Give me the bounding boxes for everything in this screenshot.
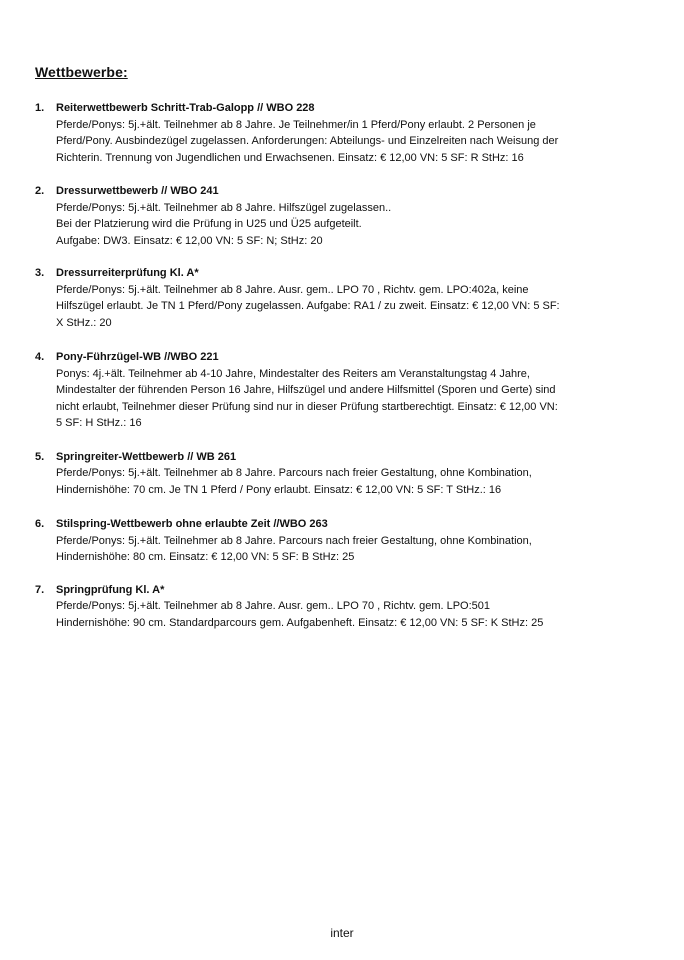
competition-detail-line: Pferde/Ponys: 5j.+ält. Teilnehmer ab 8 Jahre. Ausr. gem.. LPO 70 , Richtv. gem. LPO:501 xyxy=(56,600,491,612)
competition-number: 1. xyxy=(35,102,45,114)
competition-title: Springprüfung Kl. A* xyxy=(56,583,165,596)
competition-detail-line: Hindernishöhe: 90 cm. Standardparcours gem. Aufgabenheft. Einsatz: € 12,00 VN: 5 SF: K StHz: 25 xyxy=(56,616,544,629)
competition-item xyxy=(35,582,615,632)
competition-title: Springreiter-Wettbewerb // WB 261 xyxy=(56,450,237,463)
competition-item xyxy=(35,349,615,432)
page-footer: inter xyxy=(330,926,354,940)
competition-detail-line: Pferde/Ponys: 5j.+ält. Teilnehmer ab 8 Jahre. Parcours nach freier Gestaltung, ohne Kombination, xyxy=(56,467,532,479)
competition-detail-line: Pferd/Pony. Ausbindezügel zugelassen. Anforderungen: Abteilungs- und Einzelreiten nach Weisung der xyxy=(56,135,559,147)
competition-list xyxy=(35,100,615,648)
competition-item xyxy=(35,516,615,566)
competition-detail-line: Pferde/Ponys: 5j.+ält. Teilnehmer ab 8 Jahre. Je Teilnehmer/in 1 Pferd/Pony erlaubt. 2 Personen je xyxy=(56,118,536,131)
competition-title: Dressurreiterprüfung Kl. A* xyxy=(56,267,199,279)
competition-number: 4. xyxy=(35,351,45,363)
competition-title: Reiterwettbewerb Schritt-Trab-Galopp // WBO 228 xyxy=(56,102,315,114)
competition-detail-line: Ponys: 4j.+ält. Teilnehmer ab 4-10 Jahre, Mindestalter des Reiters am Veranstaltungstag 4 Jahre, xyxy=(56,367,530,380)
competition-number: 2. xyxy=(35,185,45,197)
competition-number: 7. xyxy=(35,583,45,596)
competition-number: 3. xyxy=(35,267,45,279)
competition-detail-line: Bei der Platzierung wird die Prüfung in U25 und Ü25 aufgeteilt. xyxy=(56,218,362,230)
page-title: Wettbewerbe: xyxy=(35,64,128,80)
competition-detail-line: X StHz.: 20 xyxy=(56,316,112,329)
competition-detail-line: Hilfszügel erlaubt. Je TN 1 Pferd/Pony zugelassen. Aufgabe: RA1 / zu zweit. Einsatz: € 12,00 VN: 5 SF: xyxy=(56,300,560,312)
competition-title: Pony-Führzügel-WB //WBO 221 xyxy=(56,351,219,363)
competition-detail-line: nicht erlaubt, Teilnehmer dieser Prüfung sind nur in dieser Prüfung startberechtigt. Einsatz: € 12,00 VN: xyxy=(56,400,558,413)
competition-item xyxy=(35,100,615,166)
competition-detail-line: Aufgabe: DW3. Einsatz: € 12,00 VN: 5 SF: N; StHz: 20 xyxy=(56,234,323,247)
competition-detail-line: Pferde/Ponys: 5j.+ält. Teilnehmer ab 8 Jahre. Parcours nach freier Gestaltung, ohne Kombination, xyxy=(56,534,532,547)
competition-title: Stilspring-Wettbewerb ohne erlaubte Zeit //WBO 263 xyxy=(56,518,328,530)
competition-detail-line: Mindestalter der führenden Person 16 Jahre, Hilfszügel und andere Hilfsmittel (Sporen und Gerte) sind xyxy=(56,384,556,396)
competition-title: Dressurwettbewerb // WBO 241 xyxy=(56,185,219,197)
competition-detail-line: Hindernishöhe: 80 cm. Einsatz: € 12,00 VN: 5 SF: B StHz: 25 xyxy=(56,551,355,563)
competition-detail-line: Hindernishöhe: 70 cm. Je TN 1 Pferd / Pony erlaubt. Einsatz: € 12,00 VN: 5 SF: T StHz.: 16 xyxy=(56,483,502,496)
competition-detail-line: Pferde/Ponys: 5j.+ält. Teilnehmer ab 8 Jahre. Hilfszügel zugelassen.. xyxy=(56,201,392,214)
competition-number: 6. xyxy=(35,518,45,530)
competition-number: 5. xyxy=(35,450,45,463)
competition-item xyxy=(35,449,615,499)
competition-item xyxy=(35,265,615,331)
competition-item xyxy=(35,183,615,249)
competition-detail-line: 5 SF: H StHz.: 16 xyxy=(56,417,142,429)
competition-detail-line: Pferde/Ponys: 5j.+ält. Teilnehmer ab 8 Jahre. Ausr. gem.. LPO 70 , Richtv. gem. LPO:402a, keine xyxy=(56,283,529,296)
competition-detail-line: Richterin. Trennung von Jugendlichen und Erwachsenen. Einsatz: € 12,00 VN: 5 SF: R StHz: 16 xyxy=(56,151,524,164)
